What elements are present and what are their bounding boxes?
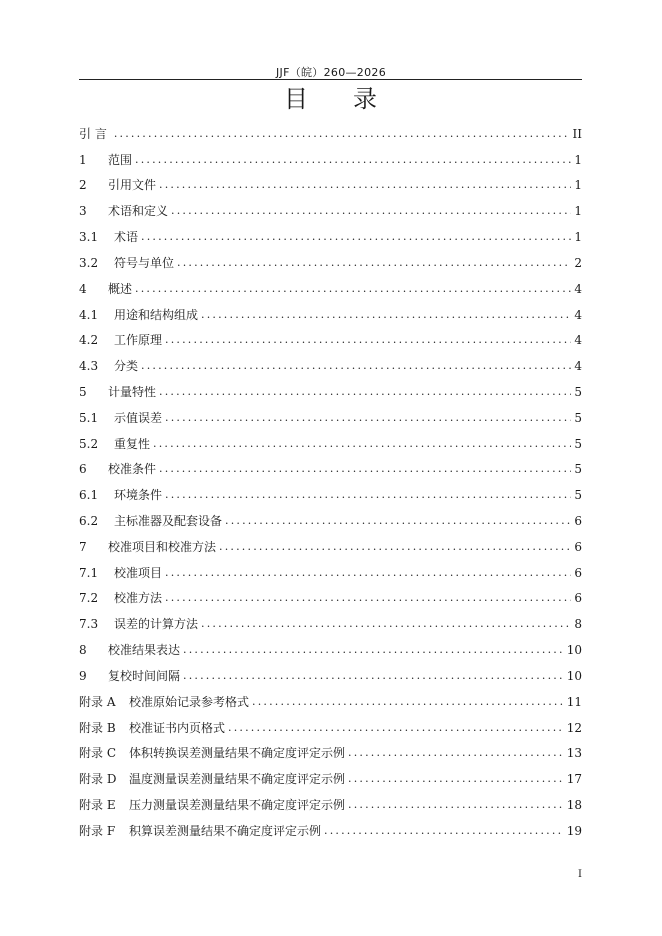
toc-entry-title: 示值误差 bbox=[114, 410, 163, 425]
toc-leader-dots bbox=[141, 230, 571, 244]
toc-entry-title: 工作原理 bbox=[114, 333, 163, 348]
toc-entry-number: 4.3 bbox=[79, 359, 99, 374]
toc-title bbox=[0, 83, 662, 115]
toc-entry-number: 7.3 bbox=[79, 617, 99, 632]
toc-entry-page: 4 bbox=[574, 307, 582, 322]
toc-leader-dots bbox=[177, 256, 571, 270]
toc-entry-page: 1 bbox=[574, 178, 582, 193]
toc-entry-title: 校准证书内页格式 bbox=[129, 720, 226, 735]
toc-entry-title: 范围 bbox=[108, 152, 133, 167]
toc-entry-5[interactable] bbox=[79, 373, 582, 399]
toc-leader-dots bbox=[141, 359, 571, 373]
toc-entry-page: 1 bbox=[574, 152, 582, 167]
toc-entry-title: 误差的计算方法 bbox=[114, 617, 199, 632]
toc-entry-number: 附录 E bbox=[79, 797, 116, 812]
toc-entry-title: 重复性 bbox=[114, 436, 151, 451]
toc-entry-title: 校准项目和校准方法 bbox=[108, 539, 217, 554]
toc-leader-dots bbox=[348, 798, 564, 812]
toc-entry-title: 校准条件 bbox=[108, 462, 157, 477]
toc-entry-page: 10 bbox=[566, 668, 582, 683]
toc-entry-6[interactable] bbox=[79, 451, 582, 477]
toc-leader-dots bbox=[153, 437, 571, 451]
toc-entry-page: 4 bbox=[574, 333, 582, 348]
toc-entry-page: 8 bbox=[574, 617, 582, 632]
toc-leader-dots bbox=[171, 204, 571, 218]
toc-list bbox=[79, 115, 582, 838]
toc-leader-dots bbox=[201, 308, 571, 322]
toc-entry-8[interactable] bbox=[79, 631, 582, 657]
toc-entry-number: 7.2 bbox=[79, 591, 99, 606]
toc-entry-page: 13 bbox=[566, 746, 582, 761]
toc-entry-number: 附录 A bbox=[79, 694, 116, 709]
document-code-header: JJF（皖）260—2026 bbox=[275, 66, 386, 79]
toc-entry-page: 5 bbox=[574, 436, 582, 451]
toc-entry-number: 5.2 bbox=[79, 436, 99, 451]
toc-leader-dots bbox=[159, 385, 571, 399]
toc-leader-dots bbox=[183, 669, 564, 683]
toc-entry-4-1[interactable] bbox=[79, 296, 582, 322]
toc-entry-number: 6 bbox=[79, 462, 87, 477]
toc-entry-title: 校准方法 bbox=[114, 591, 163, 606]
toc-entry-number: 附录 D bbox=[79, 772, 117, 787]
toc-entry-title: 体积转换误差测量结果不确定度评定示例 bbox=[129, 746, 346, 761]
toc-entry-title: 主标准器及配套设备 bbox=[114, 514, 223, 528]
toc-entry-title: 复校时间间隔 bbox=[108, 668, 181, 683]
toc-entry-5-2[interactable] bbox=[79, 425, 582, 451]
toc-entry-title: 引用文件 bbox=[108, 178, 157, 193]
toc-entry-title: 分类 bbox=[114, 359, 139, 374]
toc-entry-page: 1 bbox=[574, 230, 582, 245]
toc-entry-title: 用途和结构组成 bbox=[114, 307, 199, 322]
toc-leader-dots bbox=[159, 178, 571, 192]
toc-entry-4[interactable] bbox=[79, 270, 582, 296]
toc-title-char-2: 录 bbox=[353, 85, 378, 113]
toc-entry-title: 积算误差测量结果不确定度评定示例 bbox=[129, 823, 322, 838]
toc-entry-title: 压力测量误差测量结果不确定度评定示例 bbox=[129, 797, 346, 812]
toc-entry-page: II bbox=[572, 126, 582, 141]
toc-entry-1[interactable] bbox=[79, 141, 582, 167]
toc-leader-dots bbox=[135, 153, 571, 167]
toc-entry-number: 3.2 bbox=[79, 255, 99, 270]
toc-entry-page: 10 bbox=[566, 643, 582, 658]
toc-entry-appendix-f[interactable] bbox=[79, 812, 582, 838]
toc-entry-title: 校准原始记录参考格式 bbox=[129, 694, 250, 709]
toc-entry-page: 5 bbox=[574, 462, 582, 477]
toc-entry-intro[interactable] bbox=[79, 115, 582, 141]
toc-entry-7-1[interactable] bbox=[79, 554, 582, 580]
toc-entry-page: 19 bbox=[566, 823, 582, 838]
toc-entry-title: 校准结果表达 bbox=[108, 643, 181, 658]
toc-entry-appendix-d[interactable] bbox=[79, 760, 582, 786]
toc-entry-number: 6.1 bbox=[79, 488, 99, 503]
toc-entry-page: 5 bbox=[574, 488, 582, 503]
toc-entry-number: 9 bbox=[79, 668, 87, 683]
toc-entry-number: 4.1 bbox=[79, 307, 99, 322]
toc-entry-title: 校准项目 bbox=[114, 565, 163, 580]
toc-leader-dots bbox=[165, 411, 571, 425]
toc-entry-page: 6 bbox=[574, 565, 582, 580]
toc-entry-title: 符号与单位 bbox=[114, 255, 175, 270]
toc-entry-7[interactable] bbox=[79, 528, 582, 554]
toc-entry-number: 8 bbox=[79, 643, 87, 658]
toc-leader-dots bbox=[348, 746, 564, 760]
toc-leader-dots bbox=[165, 488, 571, 502]
toc-leader-dots bbox=[183, 643, 564, 657]
toc-entry-page: 5 bbox=[574, 410, 582, 425]
toc-entry-page: 6 bbox=[574, 514, 582, 528]
toc-entry-page: 4 bbox=[574, 281, 582, 296]
toc-entry-3-2[interactable] bbox=[79, 244, 582, 270]
toc-entry-number: 引 言 bbox=[79, 126, 107, 141]
toc-entry-number: 3.1 bbox=[79, 230, 99, 245]
toc-entry-title: 计量特性 bbox=[108, 384, 157, 399]
toc-leader-dots bbox=[165, 333, 571, 347]
toc-entry-number: 5 bbox=[79, 384, 87, 399]
toc-entry-appendix-c[interactable] bbox=[79, 735, 582, 761]
toc-leader-dots bbox=[228, 721, 564, 735]
toc-entry-number: 附录 C bbox=[79, 746, 116, 761]
toc-entry-title: 术语和定义 bbox=[108, 204, 169, 219]
toc-entry-appendix-b[interactable] bbox=[79, 709, 582, 735]
toc-leader-dots bbox=[348, 772, 564, 786]
toc-entry-7-3[interactable] bbox=[79, 605, 582, 631]
toc-entry-3[interactable] bbox=[79, 192, 582, 218]
toc-leader-dots bbox=[225, 514, 571, 528]
toc-entry-number: 7.1 bbox=[79, 565, 99, 580]
toc-leader-dots bbox=[165, 591, 571, 605]
toc-entry-title: 温度测量误差测量结果不确定度评定示例 bbox=[129, 772, 346, 787]
toc-entry-number: 1 bbox=[79, 152, 87, 167]
toc-leader-dots bbox=[159, 462, 571, 476]
toc-entry-4-3[interactable] bbox=[79, 347, 582, 373]
toc-entry-appendix-a[interactable] bbox=[79, 683, 582, 709]
toc-entry-page: 12 bbox=[566, 720, 582, 735]
toc-leader-dots bbox=[252, 695, 564, 709]
toc-entry-page: 18 bbox=[566, 797, 582, 812]
toc-entry-9[interactable] bbox=[79, 657, 582, 683]
toc-entry-page: 5 bbox=[574, 384, 582, 399]
toc-entry-page: 11 bbox=[566, 694, 582, 709]
toc-entry-page: 2 bbox=[574, 255, 582, 270]
toc-entry-4-2[interactable] bbox=[79, 322, 582, 348]
toc-entry-7-2[interactable] bbox=[79, 580, 582, 606]
toc-entry-2[interactable] bbox=[79, 167, 582, 193]
toc-entry-title: 概述 bbox=[108, 281, 133, 296]
toc-entry-title: 术语 bbox=[114, 230, 139, 245]
toc-entry-appendix-e[interactable] bbox=[79, 786, 582, 812]
toc-entry-number: 4.2 bbox=[79, 333, 99, 348]
toc-entry-number: 7 bbox=[79, 539, 87, 554]
toc-entry-number: 2 bbox=[79, 178, 87, 193]
toc-leader-dots bbox=[114, 127, 570, 141]
toc-entry-page: 6 bbox=[574, 591, 582, 606]
toc-entry-number: 3 bbox=[79, 204, 87, 219]
toc-entry-6-2[interactable] bbox=[79, 502, 582, 528]
header-rule bbox=[79, 79, 582, 80]
toc-entry-5-1[interactable] bbox=[79, 399, 582, 425]
toc-title-char-1: 目 bbox=[284, 85, 309, 113]
toc-leader-dots bbox=[135, 282, 571, 296]
toc-entry-number: 4 bbox=[79, 281, 87, 296]
toc-leader-dots bbox=[201, 617, 571, 631]
toc-entry-page: 1 bbox=[574, 204, 582, 219]
toc-entry-number: 附录 B bbox=[79, 720, 116, 735]
toc-entry-3-1[interactable] bbox=[79, 218, 582, 244]
toc-entry-page: 17 bbox=[566, 772, 582, 787]
toc-leader-dots bbox=[324, 824, 564, 838]
toc-leader-dots bbox=[165, 566, 571, 580]
toc-entry-number: 5.1 bbox=[79, 410, 99, 425]
toc-entry-number: 6.2 bbox=[79, 514, 99, 528]
toc-entry-6-1[interactable] bbox=[79, 476, 582, 502]
toc-entry-page: 6 bbox=[574, 539, 582, 554]
toc-entry-page: 4 bbox=[574, 359, 582, 374]
toc-entry-number: 附录 F bbox=[79, 823, 116, 838]
toc-entry-title: 环境条件 bbox=[114, 488, 163, 503]
page-number: I bbox=[578, 869, 582, 880]
toc-leader-dots bbox=[219, 540, 571, 554]
